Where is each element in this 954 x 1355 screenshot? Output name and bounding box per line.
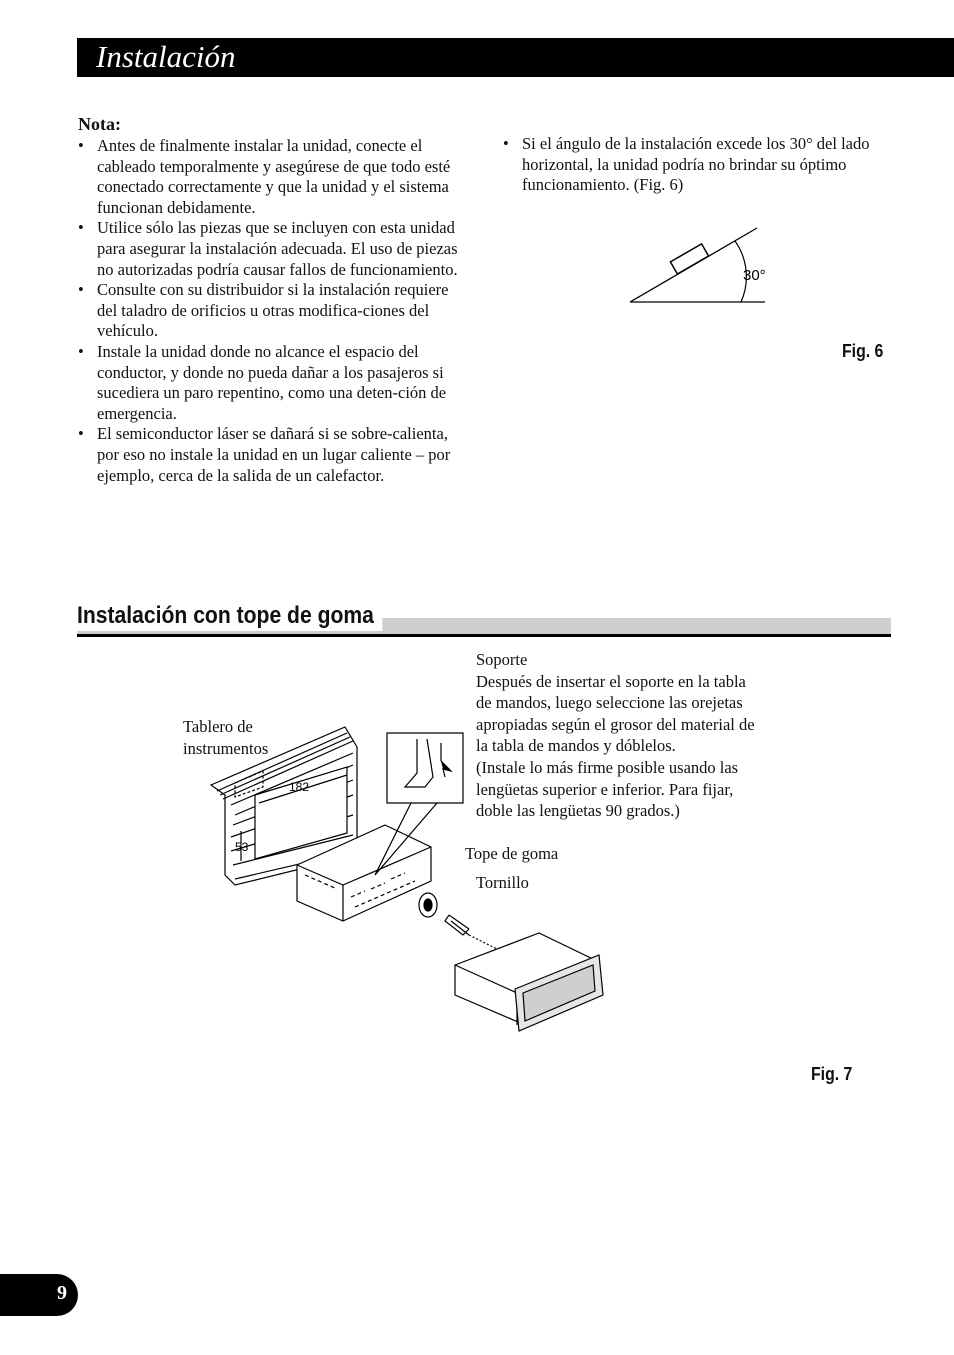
soporte-line: Después de insertar el soporte en la tabla — [476, 671, 746, 691]
angle-note-item: • Si el ángulo de la instalación excede los 30° del lado horizontal, la unidad podría no brindar su óptimo funcionamiento. (Fig. 6) — [503, 134, 895, 196]
unit-silhouette — [670, 244, 708, 274]
section-title: Instalación con tope de goma — [77, 601, 383, 631]
rubber-bush-inner — [424, 899, 432, 911]
soporte-line: la tabla de mandos y dóblelos. — [476, 736, 676, 756]
soporte-line: de mandos, luego seleccione las orejetas — [476, 693, 743, 713]
nota-item: • Antes de finalmente instalar la unidad, conecte el cableado temporalmente y asegúrese de que todo esté conectado correctamente y que la unidad y el sistema funcionan debidamente. — [78, 136, 470, 218]
soporte-line: lengüetas superior e inferior. Para fijar, — [476, 779, 734, 799]
soporte-line: apropiadas según el grosor del material de — [476, 714, 755, 734]
tablero-label-line: Tablero de — [183, 717, 253, 736]
nota-item: • El semiconductor láser se dañará si se sobre-calienta, por eso no instale la unidad en un lugar caliente – por ejemplo, cerca de la salida de un calefactor. — [78, 424, 470, 486]
title-bar — [77, 38, 954, 77]
page-number: 9 — [57, 1282, 67, 1304]
page-title: Instalación — [96, 39, 236, 74]
angle-note-column — [503, 134, 895, 196]
nota-column — [78, 114, 470, 486]
dim-width-label: 182 — [289, 780, 310, 794]
soporte-line: doble las lengüetas 90 grados.) — [476, 801, 680, 821]
screw-leader — [469, 935, 497, 949]
screw — [445, 915, 469, 935]
soporte-line: (Instale lo más firme posible usando las — [476, 757, 739, 777]
nota-item: • Instale la unidad donde no alcance el espacio del conductor, y donde no pueda dañar a los pasajeros si sucediera un paro repentino, como una deten-ción de emergencia. — [78, 342, 470, 424]
fig7-installation-diagram — [205, 725, 615, 1045]
nota-item: • Utilice sólo las piezas que se incluyen con esta unidad para asegurar la instalación adecuada. El uso de piezas no autorizadas podría causar fallos de funcionamiento. — [78, 218, 470, 280]
angle-note-list — [503, 134, 895, 196]
soporte-title: Soporte — [476, 650, 528, 669]
tope-label: Tope de goma — [465, 844, 559, 863]
nota-item: • Consulte con su distribuidor si la instalación requiere del taladro de orificios u otras modifica-ciones del vehículo. — [78, 280, 470, 342]
angle-label: 30° — [743, 267, 766, 284]
zoom-box — [387, 733, 463, 803]
nota-heading: Nota: — [78, 114, 121, 134]
page-number-tab — [0, 1274, 78, 1316]
nota-list — [78, 136, 470, 486]
tablero-label-line: instrumentos — [183, 738, 269, 758]
tornillo-label: Tornillo — [476, 873, 529, 892]
fig6-angle-diagram — [620, 222, 790, 312]
dim-height-label: 53 — [235, 840, 249, 854]
fig7-label: Fig. 7 — [811, 1064, 853, 1084]
fig6-label: Fig. 6 — [842, 341, 884, 361]
